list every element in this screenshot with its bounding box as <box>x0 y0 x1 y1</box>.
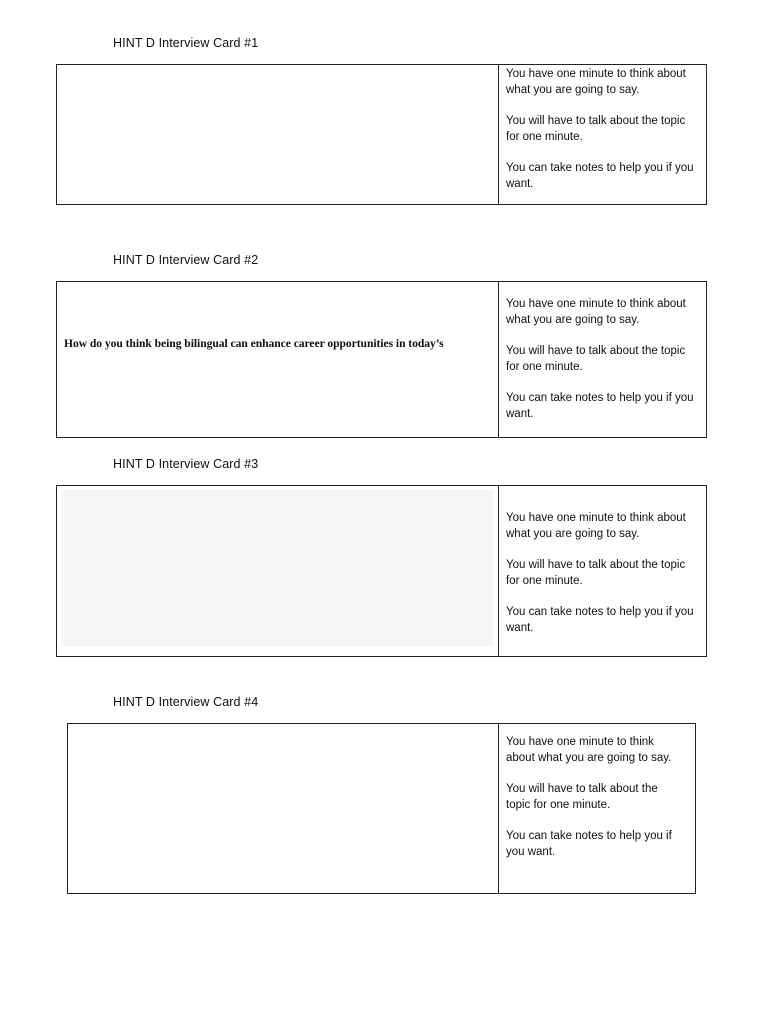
card-2-box <box>56 281 707 438</box>
card-1-box <box>56 64 707 205</box>
card-4-instructions <box>499 724 695 893</box>
instruction-talk: You will have to talk about the topic for one minute. <box>506 783 658 811</box>
card-1-heading: HINT D Interview Card #1 <box>113 36 259 50</box>
instruction-think: You have one minute to think about what you are going to say. <box>506 512 686 540</box>
instruction-talk: You will have to talk about the topic for one minute. <box>506 345 686 373</box>
card-3-instructions <box>499 486 706 656</box>
instruction-think: You have one minute to think about what you are going to say. <box>506 736 672 764</box>
card-4-question-area <box>68 724 499 893</box>
card-1-instructions <box>499 65 706 204</box>
instruction-think: You have one minute to think about what you are going to say. <box>506 298 686 326</box>
card-3-blank-panel <box>62 490 493 646</box>
instruction-notes: You can take notes to help you if you want. <box>506 606 694 634</box>
instruction-notes: You can take notes to help you if you want. <box>506 392 694 420</box>
card-2-heading: HINT D Interview Card #2 <box>113 253 259 267</box>
card-1-question-area <box>57 65 499 204</box>
card-3-question-area <box>57 486 499 656</box>
instruction-talk: You will have to talk about the topic for one minute. <box>506 115 686 143</box>
card-3-box <box>56 485 707 657</box>
card-4-heading: HINT D Interview Card #4 <box>113 695 259 709</box>
card-2-question: How do you think being bilingual can enhance career opportunities in today’s <box>64 337 444 350</box>
card-2-instructions <box>499 282 706 437</box>
card-3-heading: HINT D Interview Card #3 <box>113 457 259 471</box>
card-4-box <box>67 723 696 894</box>
card-2-question-area <box>57 282 499 437</box>
instruction-notes: You can take notes to help you if you want. <box>506 162 694 190</box>
instruction-talk: You will have to talk about the topic for one minute. <box>506 559 686 587</box>
instruction-think: You have one minute to think about what you are going to say. <box>506 68 686 96</box>
instruction-notes: You can take notes to help you if you want. <box>506 830 672 858</box>
